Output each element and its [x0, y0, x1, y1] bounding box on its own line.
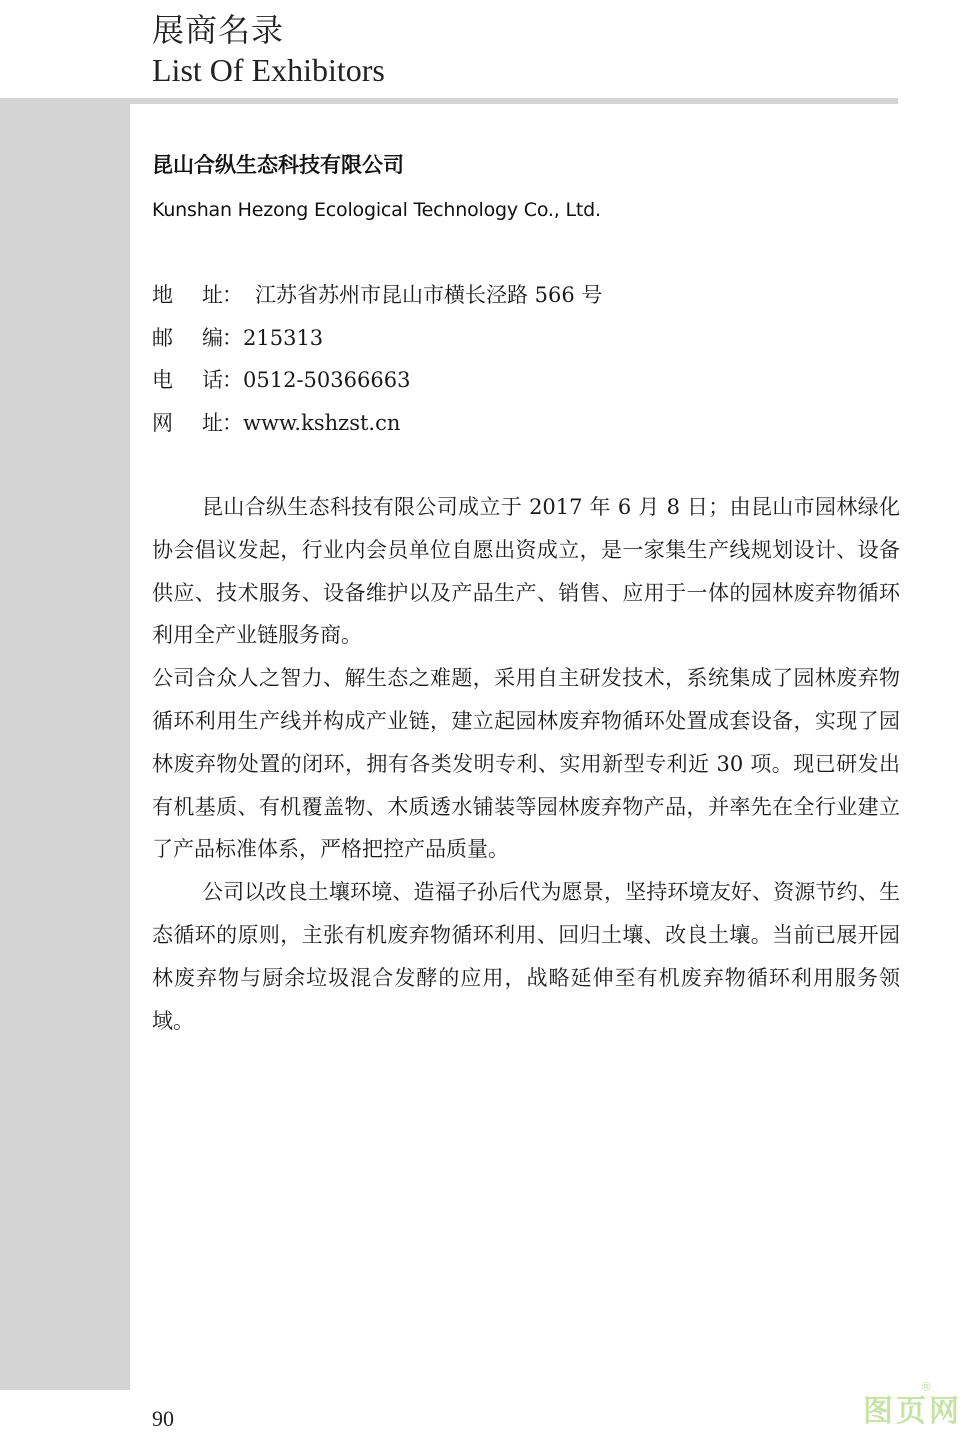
contact-info [152, 274, 912, 444]
postcode-label: 邮 编 [152, 325, 223, 350]
registered-mark: ® [920, 1380, 932, 1394]
section-title-zh: 展商名录 [152, 11, 285, 49]
description-paragraph-2: 公司合众人之智力、解生态之难题，采用自主研发技术，系统集成了园林废弃物循环利用生产线并构成产业链，建立起园林废弃物循环处置成套设备，实现了园林废弃物处置的闭环，拥有各类发明专利、实用新型专利近 30 项。现已研发出有机基质、有机覆盖物、木质透水铺装等园林废弃物产品，并率先在全行业建立了产品标准体系，严格把控产品质量。 [152, 666, 900, 862]
company-description [152, 486, 900, 1042]
section-title-en: List Of Exhibitors [152, 52, 385, 88]
watermark-logo: 图页网 [863, 1394, 962, 1429]
postcode-value: 215313 [243, 325, 324, 350]
address-label: 地 址 [152, 283, 223, 307]
address-value: 江苏省苏州市昆山市横长泾路 566 号 [255, 283, 603, 307]
description-paragraph-1: 昆山合纵生态科技有限公司成立于 2017 年 6 月 8 日；由昆山市园林绿化协会倡议发起，行业内会员单位自愿出资成立，是一家集生产线规划设计、设备供应、技术服务、设备维护以及产品生产、销售、应用于一体的园林废弃物循环利用全产业链服务商。 [152, 495, 900, 648]
page-number: 90 [152, 1406, 174, 1431]
company-name-en: Kunshan Hezong Ecological Technology Co., Ltd. [152, 199, 601, 221]
website-row: 网 址：www.kshzst.cn [152, 402, 912, 445]
website-link[interactable]: www.kshzst.cn [243, 410, 401, 435]
phone-row: 电 话：0512-50366663 [152, 359, 912, 402]
side-margin-bar [0, 104, 130, 1390]
phone-label: 电 话 [152, 368, 223, 392]
address-row: 地 址： 江苏省苏州市昆山市横长泾路 566 号 [152, 274, 912, 317]
company-name-zh: 昆山合纵生态科技有限公司 [152, 153, 404, 177]
header-divider [0, 98, 898, 104]
website-label: 网 址 [152, 410, 223, 435]
description-paragraph-3: 公司以改良土壤环境、造福子孙后代为愿景，坚持环境友好、资源节约、生态循环的原则，主张有机废弃物循环利用、回归土壤、改良土壤。当前已展开园林废弃物与厨余垃圾混合发酵的应用，战略延伸至有机废弃物循环利用服务领域。 [152, 880, 900, 1033]
phone-value: 0512-50366663 [243, 368, 411, 392]
postcode-row: 邮 编：215313 [152, 317, 912, 360]
